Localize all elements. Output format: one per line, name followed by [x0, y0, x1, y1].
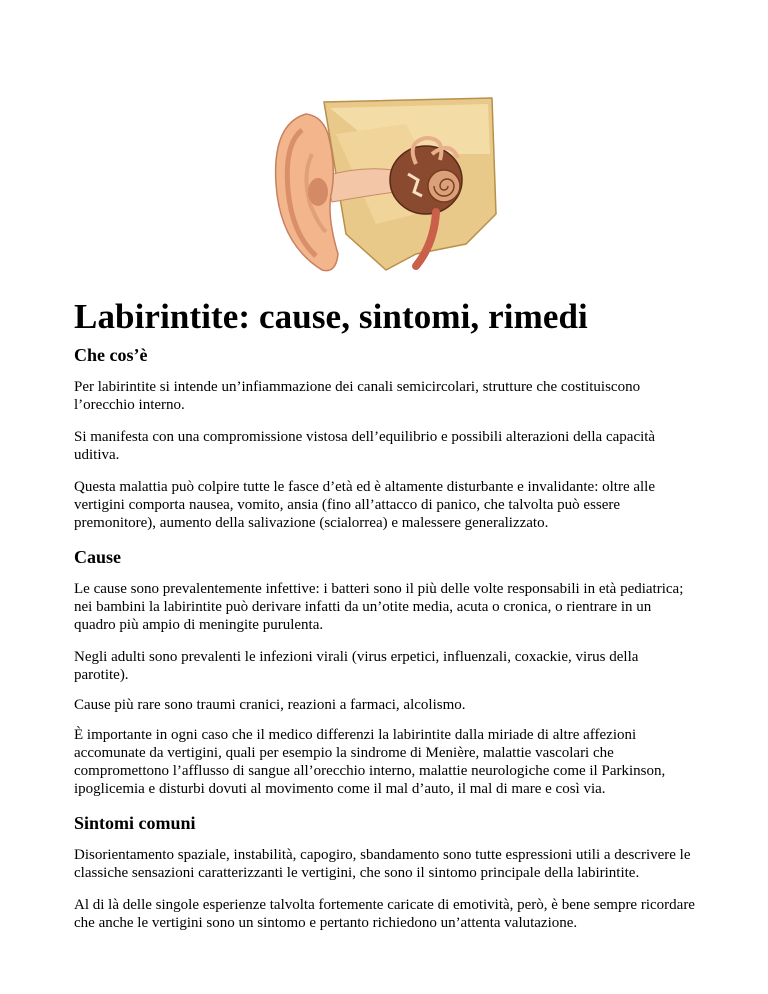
paragraph: Disorientamento spaziale, instabilità, capogiro, sbandamento sono tutte espressioni utili a descrivere le classiche sensazioni caratterizzanti le vertigini, che sono il sintomo principale della labirintite.: [74, 847, 691, 881]
paragraph: Questa malattia può colpire tutte le fasce d’età ed è altamente disturbante e invalidante: oltre alle vertigini comporta nausea, vomito, ansia (fino all’attacco di panico, che talvolta può essere premonitore), aumento della salivazione (scialorrea) e malessere generalizzato.: [74, 479, 656, 531]
page-title: Labirintite: cause, sintomi, rimedi: [74, 297, 588, 336]
ear-anatomy-illustration: [266, 94, 500, 274]
paragraph: Le cause sono prevalentemente infettive: i batteri sono il più delle volte responsabili in età pediatrica; nei bambini la labirintite può derivare infatti da un’otite media, acuta o cronica, o rientrare in un quadro più ampio di meningite purulenta.: [74, 581, 684, 633]
section-heading: Sintomi comuni: [74, 813, 196, 833]
paragraph: Al di là delle singole esperienze talvolta fortemente caricate di emotività, però, è bene sempre ricordare che anche le vertigini sono un sintomo e pertanto richiedono un’attenta valutazione.: [74, 897, 695, 931]
paragraph: Per labirintite si intende un’infiammazione dei canali semicircolari, strutture che costituiscono l’orecchio interno.: [74, 379, 641, 413]
section-heading: Che cos’è: [74, 345, 148, 365]
section-che-cose: [74, 344, 696, 366]
paragraph: Negli adulti sono prevalenti le infezioni virali (virus erpetici, influenzali, coxackie, virus della parotite).: [74, 649, 639, 683]
section-sintomi-comuni: [74, 812, 696, 834]
paragraph: È importante in ogni caso che il medico differenzi la labirintite dalla miriade di altre affezioni accomunate da vertigini, quali per esempio la sindrome di Menière, malattie vascolari che compromettono l’afflusso di sangue all’orecchio interno, malattie neurologiche come il Parkinson, ipoglicemia e disturbi dovuti al movimento come il mal d’auto, il mal di mare e così via.: [74, 727, 666, 797]
section-heading: Cause: [74, 547, 122, 567]
section-cause: [74, 546, 696, 568]
paragraph: Cause più rare sono traumi cranici, reazioni a farmaci, alcolismo.: [74, 697, 466, 713]
ear-anatomy-icon: [266, 94, 500, 274]
paragraph: Si manifesta con una compromissione vistosa dell’equilibrio e possibili alterazioni della capacità uditiva.: [74, 429, 656, 463]
